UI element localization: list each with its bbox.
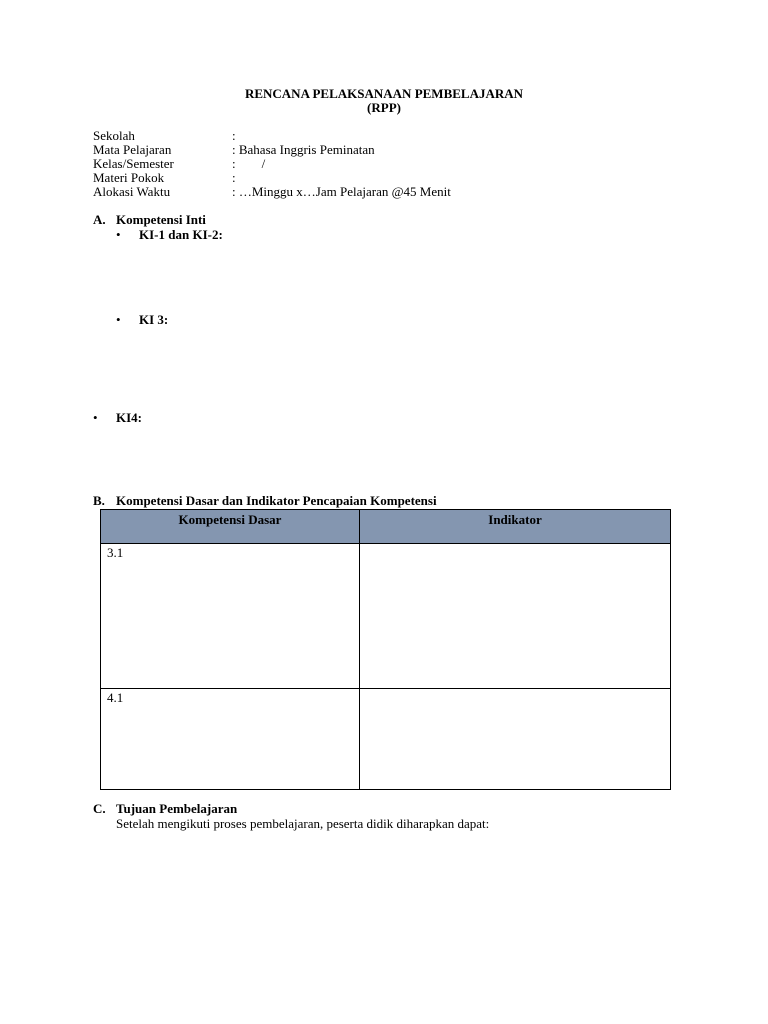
bullet-dot: • [116, 312, 121, 327]
info-label: Mata Pelajaran [93, 142, 172, 157]
section-letter: B. [93, 493, 105, 508]
document-subtitle: (RPP) [367, 100, 401, 115]
bullet-dot: • [93, 410, 98, 425]
kd-cell: 3.1 [101, 544, 360, 689]
document-title: RENCANA PELAKSANAAN PEMBELAJARAN [244, 86, 524, 101]
section-title: Tujuan Pembelajaran [116, 801, 238, 816]
info-value: : Bahasa Inggris Peminatan [232, 142, 375, 157]
section-letter: A. [93, 212, 106, 227]
info-label: Sekolah [93, 128, 135, 143]
section-c-text: Setelah mengikuti proses pembelajaran, peserta didik diharapkan dapat: [116, 816, 490, 831]
bullet-ki1-ki2 [116, 228, 223, 242]
info-label: Kelas/Semester [93, 156, 174, 171]
info-value: : …Minggu x…Jam Pelajaran @45 Menit [232, 184, 451, 199]
section-title: Kompetensi Dasar dan Indikator Pencapaian Kompetensi [116, 493, 437, 508]
section-c-heading [93, 802, 237, 816]
bullet-ki3 [116, 313, 168, 327]
bullet-ki4 [93, 411, 142, 425]
bullet-text: KI4: [116, 410, 142, 425]
section-b-heading [93, 494, 437, 508]
info-value: : [232, 170, 236, 185]
indikator-cell [360, 544, 671, 689]
section-a-heading [93, 213, 206, 227]
table-header-row [101, 510, 671, 544]
info-value: : / [232, 156, 266, 171]
info-label: Materi Pokok [93, 170, 165, 185]
info-value: : [232, 128, 236, 143]
header-kompetensi-dasar: Kompetensi Dasar [101, 510, 360, 544]
section-letter: C. [93, 801, 106, 816]
bullet-text: KI 3: [139, 312, 169, 327]
bullet-text: KI-1 dan KI-2: [139, 227, 223, 242]
table-row [101, 689, 671, 790]
header-indikator: Indikator [360, 510, 671, 544]
bullet-dot: • [116, 227, 121, 242]
table-row [101, 544, 671, 689]
kd-cell: 4.1 [101, 689, 360, 790]
info-label: Alokasi Waktu [93, 184, 171, 199]
indikator-cell [360, 689, 671, 790]
section-title: Kompetensi Inti [116, 212, 206, 227]
kd-indikator-table [100, 509, 671, 790]
